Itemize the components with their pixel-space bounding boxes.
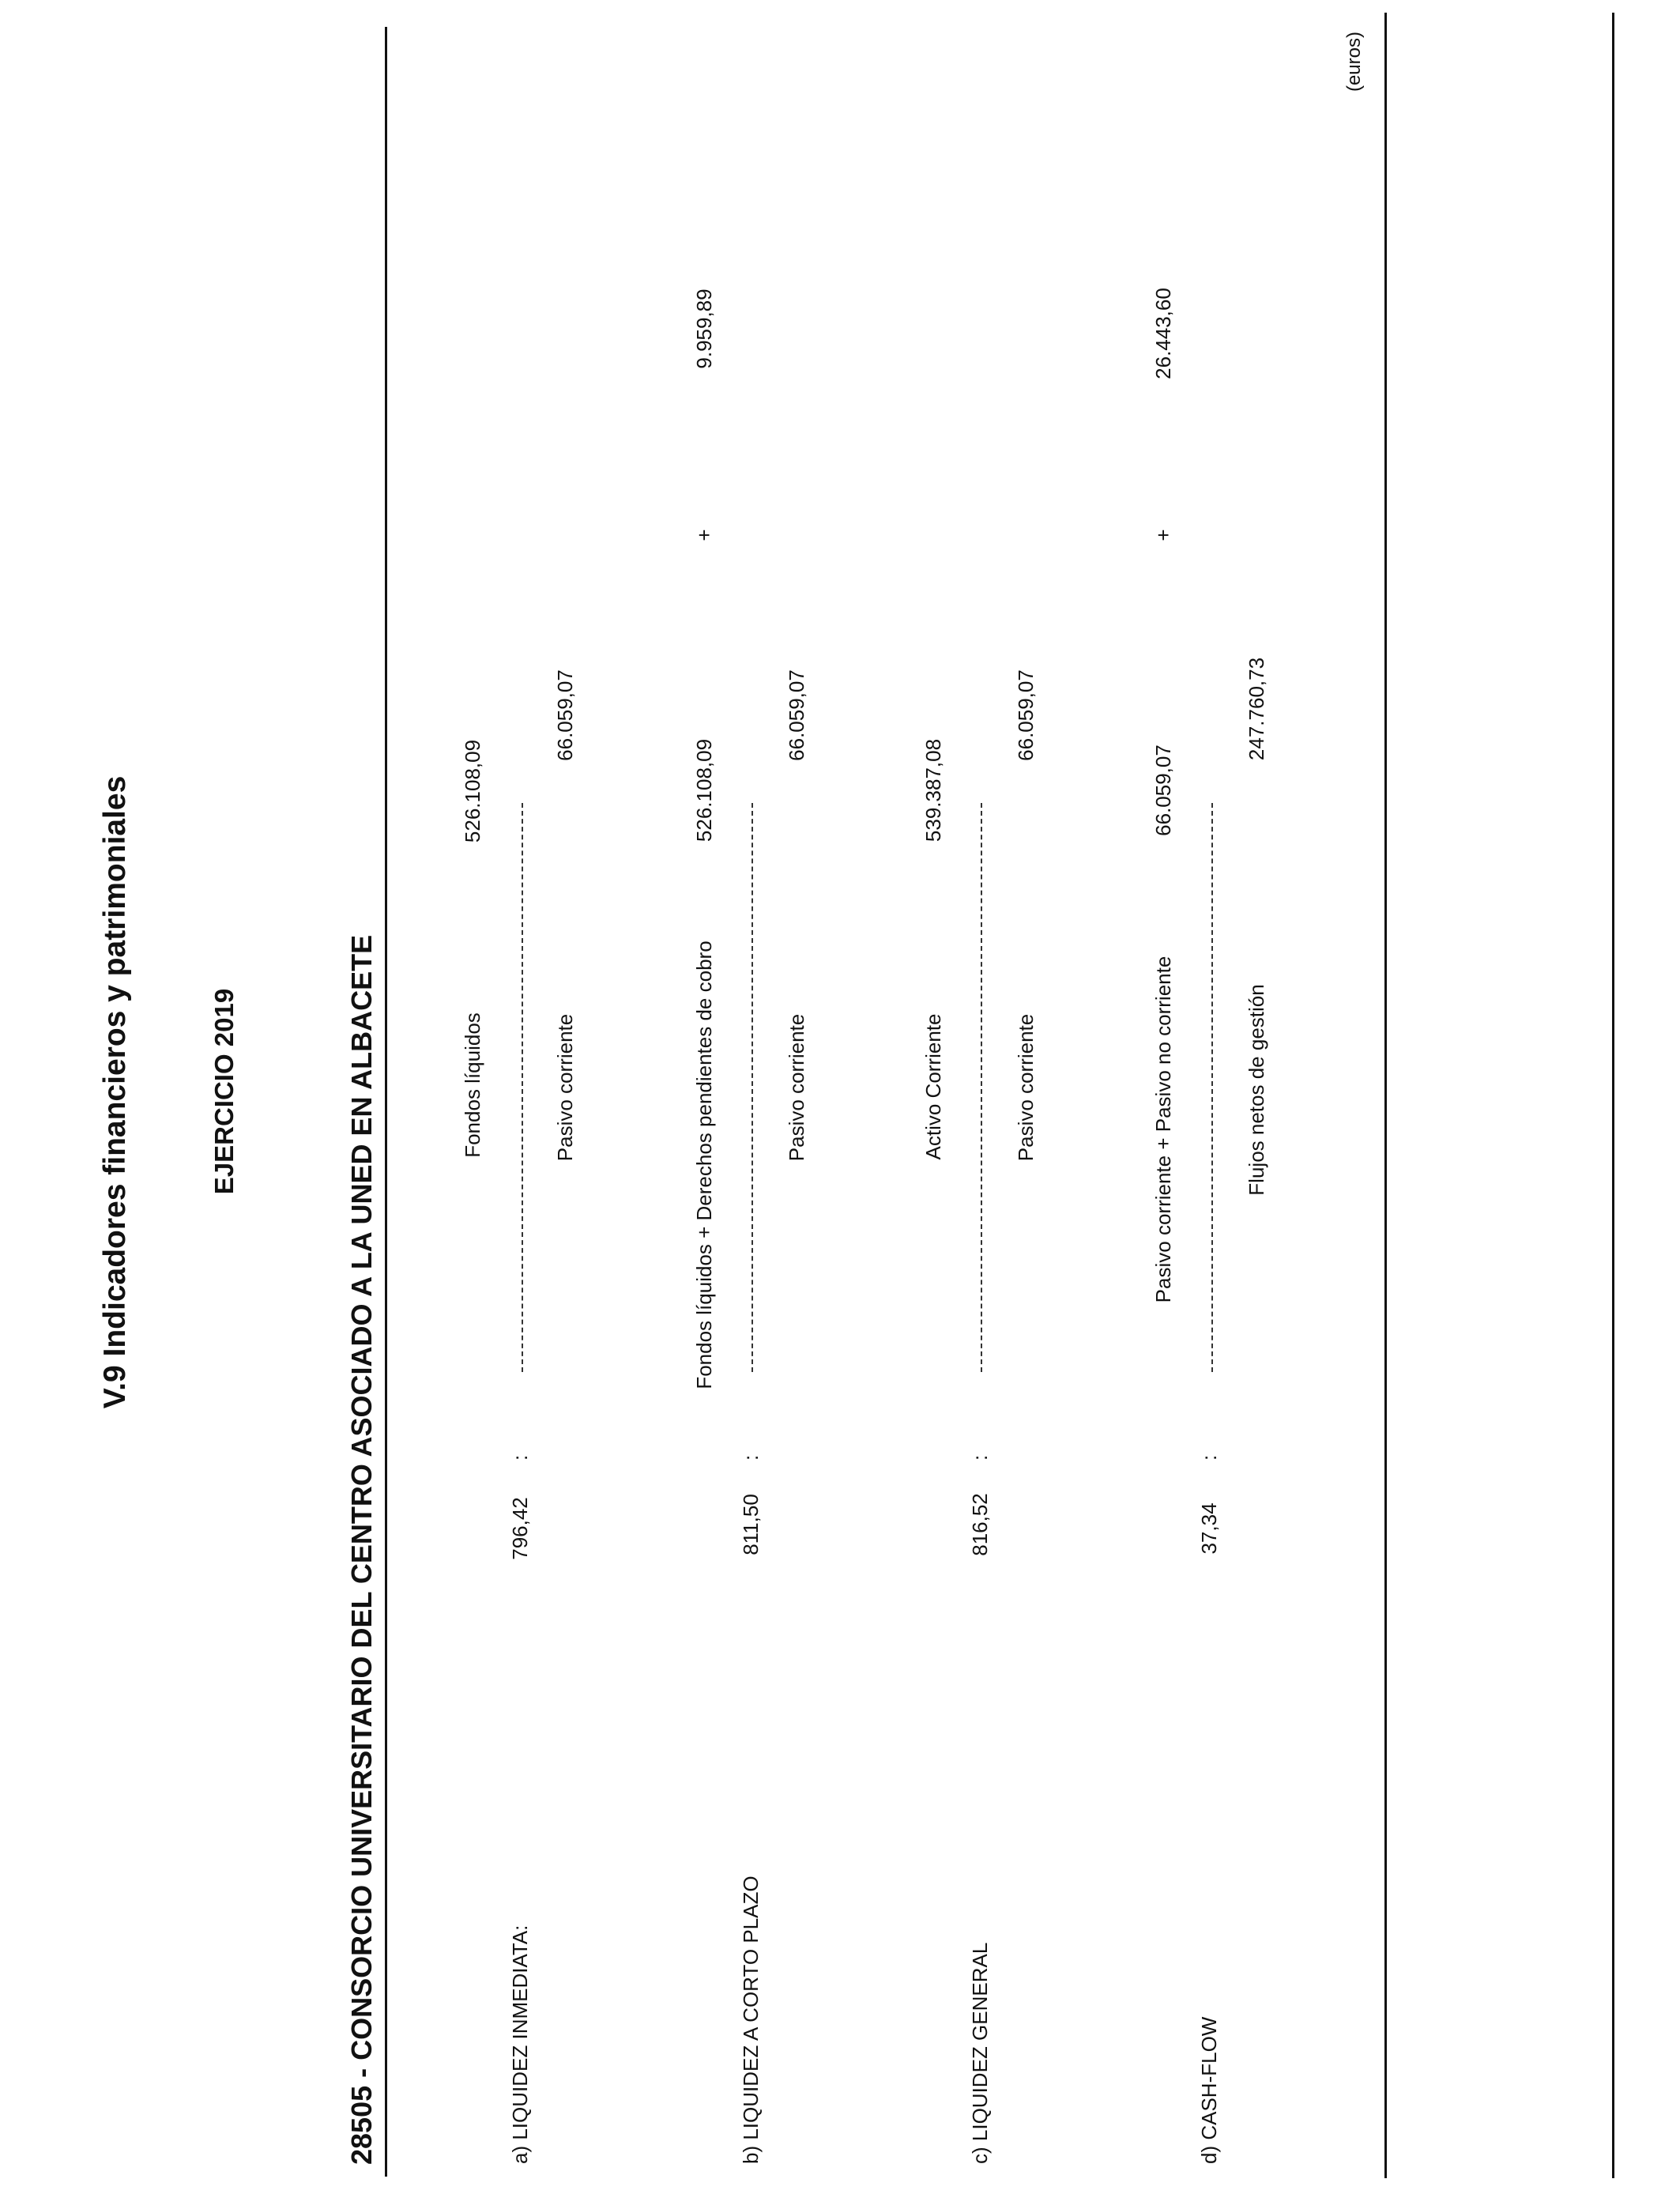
entity-name: 28505 - CONSORCIO UNIVERSITARIO DEL CENTRO ASOCIADO A LA UNED EN ALBACETE <box>345 934 378 2165</box>
indicator-label: d) CASH-FLOW <box>1197 2016 1221 2164</box>
denominator-label: Pasivo corriente <box>553 1013 577 1162</box>
numerator-label: Activo Corriente <box>921 1013 945 1160</box>
fraction-line <box>981 803 982 1372</box>
indicator-label: a) LIQUIDEZ INMEDIATA: <box>508 1924 532 2164</box>
indicator-label: c) LIQUIDEZ GENERAL <box>968 1942 992 2164</box>
numerator-label: Fondos líquidos + Derechos pendientes de cobro <box>692 941 716 1389</box>
indicator-value: 37,34 <box>1197 1502 1221 1555</box>
indicator-value: 811,50 <box>739 1494 763 1555</box>
denominator-label: Pasivo corriente <box>1014 1013 1038 1162</box>
denominator-label: Flujos netos de gestión <box>1245 984 1268 1196</box>
numerator-value: 539.387,08 <box>921 738 945 843</box>
numerator-label: Fondos líquidos <box>461 1012 484 1158</box>
denominator-label: Pasivo corriente <box>785 1013 808 1162</box>
currency-note: (euros) <box>1343 32 1365 92</box>
numerator-value: 526.108,09 <box>461 739 484 843</box>
right-border-rule <box>1384 13 1387 2178</box>
entity-underline <box>385 27 387 2177</box>
numerator-extra-value: 26.443,60 <box>1151 288 1175 379</box>
fraction-line <box>1211 803 1213 1372</box>
denominator-value: 66.059,07 <box>553 669 577 761</box>
denominator-value: 66.059,07 <box>785 669 808 761</box>
numerator-extra-value: 9.959,89 <box>692 288 716 369</box>
numerator-label: Pasivo corriente + Pasivo no corriente <box>1151 956 1175 1303</box>
indicator-colon: : <box>968 1454 992 1461</box>
numerator-value: 526.108,09 <box>692 738 716 843</box>
numerator-plus: + <box>1151 529 1175 541</box>
left-border-rule <box>1612 13 1614 2178</box>
indicator-colon: : <box>739 1454 763 1461</box>
indicator-label: b) LIQUIDEZ A CORTO PLAZO <box>739 1875 763 2164</box>
page-title: V.9 Indicadores financieros y patrimoniales <box>98 775 132 1409</box>
indicator-colon: : <box>508 1454 532 1461</box>
fraction-line <box>751 803 753 1372</box>
exercise-title: EJERCICIO 2019 <box>209 988 239 1195</box>
fraction-line <box>522 803 523 1372</box>
indicator-value: 796,42 <box>508 1497 532 1560</box>
indicator-value: 816,52 <box>968 1493 992 1556</box>
numerator-plus: + <box>692 529 716 541</box>
indicator-colon: : <box>1197 1454 1221 1461</box>
denominator-value: 66.059,07 <box>1014 669 1038 761</box>
denominator-value: 247.760,73 <box>1245 657 1268 761</box>
numerator-value: 66.059,07 <box>1151 745 1175 836</box>
